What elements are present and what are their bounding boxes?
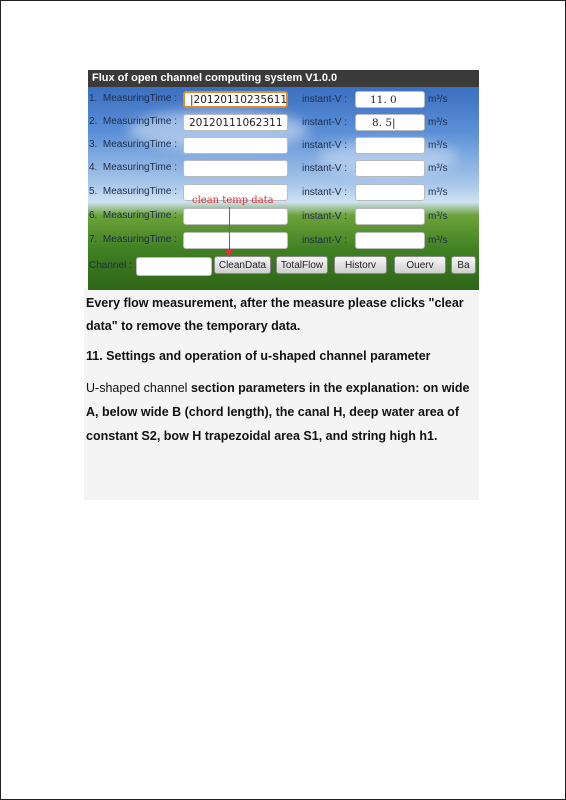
measuring-time-field[interactable] [183,208,288,225]
explanation-lead: U-shaped channel [86,381,191,395]
total-flow-button[interactable]: TotalFlow [276,256,328,274]
row-label: 2. MeasuringTime : [89,116,178,127]
annotation-arrow-head [225,250,233,257]
measuring-time-field[interactable] [183,160,288,177]
instant-v-field[interactable] [355,208,425,225]
clean-temp-data-annotation: clean temp data [192,195,274,206]
row-label: 5. MeasuringTime : [89,186,178,197]
measuring-time-field[interactable] [183,232,288,249]
instant-v-field[interactable] [355,184,425,201]
section-heading: 11. Settings and operation of u-shaped channel parameter [86,349,431,363]
instant-v-field[interactable]: 11. 0 [355,91,425,108]
row-label: 7. MeasuringTime : [89,234,178,245]
instant-v-label: instant-V : [302,117,348,128]
app-title: Flux of open channel computing system V1.0.0 [88,70,479,87]
explanation-body: section parameters in the explanation: on wide A, below wide B (chord length), the canal H, deep water area of constant S2, bow H trapezoidal area S1, and string high h1. [86,381,470,443]
unit-label: m³/s [428,163,448,174]
unit-label: m³/s [428,187,448,198]
instant-v-field[interactable] [355,137,425,154]
measurement-row [88,114,479,134]
unit-label: m³/s [428,140,448,151]
bottom-toolbar [88,256,479,276]
measuring-time-field[interactable]: |20120110235611 [183,91,288,108]
history-button[interactable]: Historv [334,256,387,274]
app-screenshot [88,70,479,290]
instant-v-field[interactable]: 8. 5| [355,114,425,131]
measuring-time-field[interactable] [183,137,288,154]
row-label: 6. MeasuringTime : [89,210,178,221]
unit-label: m³/s [428,94,448,105]
back-button[interactable]: Ba [451,256,476,274]
explanation-paragraph [86,376,478,448]
instant-v-field[interactable] [355,160,425,177]
query-button[interactable]: Ouerv [394,256,446,274]
unit-label: m³/s [428,235,448,246]
unit-label: m³/s [428,117,448,128]
instant-v-label: instant-V : [302,187,348,198]
measurement-row [88,160,479,180]
channel-field[interactable] [136,257,212,276]
measurement-row [88,232,479,252]
measurement-row [88,137,479,157]
instant-v-label: instant-V : [302,163,348,174]
row-label: 4. MeasuringTime : [89,162,178,173]
row-label: 3. MeasuringTime : [89,139,178,150]
instant-v-label: instant-V : [302,140,348,151]
instant-v-label: instant-V : [302,94,348,105]
measurement-row [88,184,479,204]
instruction-paragraph: Every flow measurement, after the measure please clicks "clear data" to remove the temporary data. [86,296,464,333]
instant-v-field[interactable] [355,232,425,249]
measurement-row [88,208,479,228]
instant-v-label: instant-V : [302,235,348,246]
channel-label: Channel : [89,260,132,271]
unit-label: m³/s [428,211,448,222]
annotation-arrow-line [229,207,230,253]
measurement-row [88,91,479,111]
row-label: 1. MeasuringTime : [89,93,178,104]
measuring-time-field[interactable]: 20120111062311 [183,114,288,131]
clean-data-button[interactable]: CleanData [214,256,271,274]
instant-v-label: instant-V : [302,211,348,222]
